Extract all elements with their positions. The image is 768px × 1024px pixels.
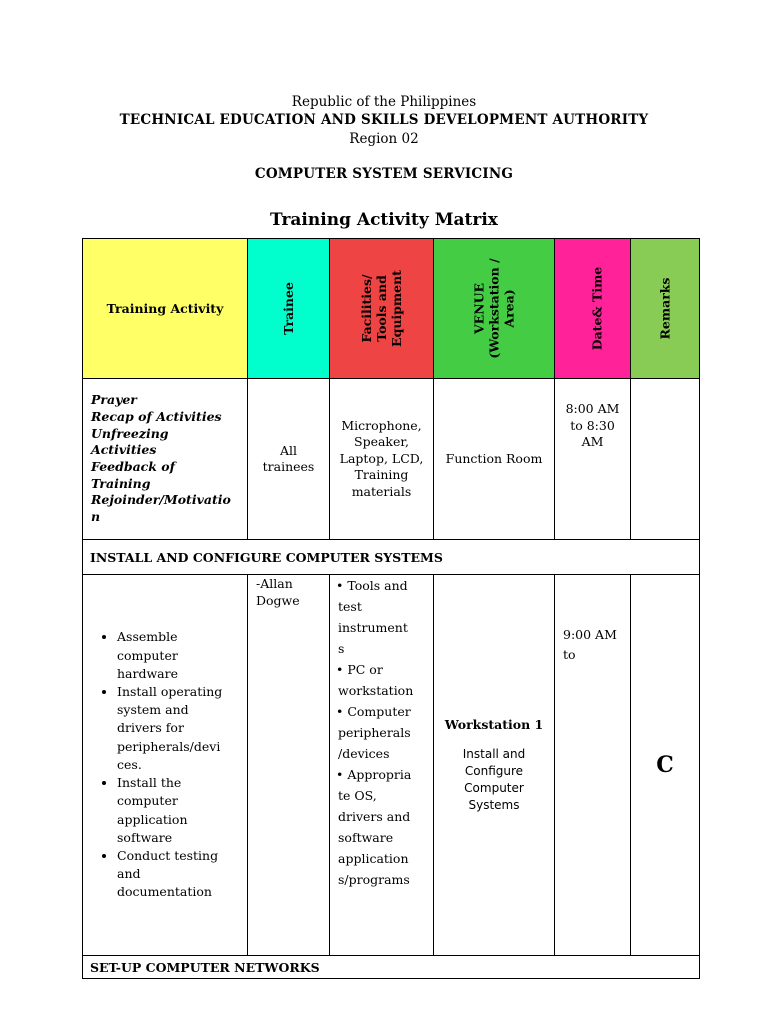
- activity-cell: Prayer Recap of Activities Unfreezing Activities Feedback of Training Rejoinder/Motivatio n: [83, 379, 248, 540]
- col-header-date: [555, 239, 631, 379]
- table-row: [83, 575, 700, 956]
- course-title: COMPUTER SYSTEM SERVICING: [254, 166, 514, 182]
- country-line: Republic of the Philippines: [291, 94, 477, 110]
- region-line: Region 02: [349, 131, 419, 147]
- venue-cell: Function Room: [434, 379, 555, 540]
- activity-cell: [83, 575, 248, 956]
- tools-cell: • Tools and test instrument s • PC or workstation • Computer peripherals /devices • Appropria te OS, drivers and software application s/programs: [330, 575, 434, 956]
- list-item: • Assemble computer hardware: [117, 628, 243, 683]
- table-row: [83, 379, 700, 540]
- matrix-title: Training Activity Matrix: [270, 210, 498, 230]
- venue-cell: [434, 575, 555, 956]
- col-header-remarks-label: Remarks: [657, 277, 673, 340]
- col-header-venue-label: VENUE (Workstation / Area): [471, 258, 517, 359]
- list-item: • Install the computer application software: [117, 774, 243, 847]
- training-activity-matrix: [82, 238, 700, 979]
- list-item: • Install operating system and drivers for peripherals/devi ces.: [117, 683, 243, 774]
- trainee-cell: -Allan Dogwe: [248, 575, 330, 956]
- col-header-date-label: Date& Time: [589, 266, 605, 351]
- remarks-cell: [631, 379, 700, 540]
- workstation-title: Workstation 1: [444, 716, 544, 732]
- time-cell: 8:00 AM to 8:30 AM: [555, 379, 631, 540]
- workstation-description: Install and Configure Computer Systems: [462, 746, 526, 812]
- list-item: • Conduct testing and documentation: [117, 847, 243, 902]
- col-header-remarks: [631, 239, 700, 379]
- remarks-cell: [631, 575, 700, 956]
- facilities-cell: Microphone, Speaker, Laptop, LCD, Training materials: [330, 379, 434, 540]
- col-header-facilities: [330, 239, 434, 379]
- col-header-activity: [83, 239, 248, 379]
- remarks-mark: C: [656, 752, 674, 778]
- time-cell: 9:00 AM to: [555, 575, 631, 956]
- col-header-trainee-label: Trainee: [280, 282, 296, 335]
- col-header-venue: [434, 239, 555, 379]
- col-header-activity-label: Training Activity: [106, 301, 224, 316]
- activity-list: [83, 628, 247, 901]
- col-header-trainee: [248, 239, 330, 379]
- col-header-facilities-label: Facilities/ Tools and Equipment: [358, 270, 404, 347]
- agency-name: TECHNICAL EDUCATION AND SKILLS DEVELOPMENT AUTHORITY: [119, 112, 649, 128]
- section-heading: INSTALL AND CONFIGURE COMPUTER SYSTEMS: [83, 540, 700, 575]
- trainee-cell: All trainees: [248, 379, 330, 540]
- section-heading: SET-UP COMPUTER NETWORKS: [83, 956, 700, 979]
